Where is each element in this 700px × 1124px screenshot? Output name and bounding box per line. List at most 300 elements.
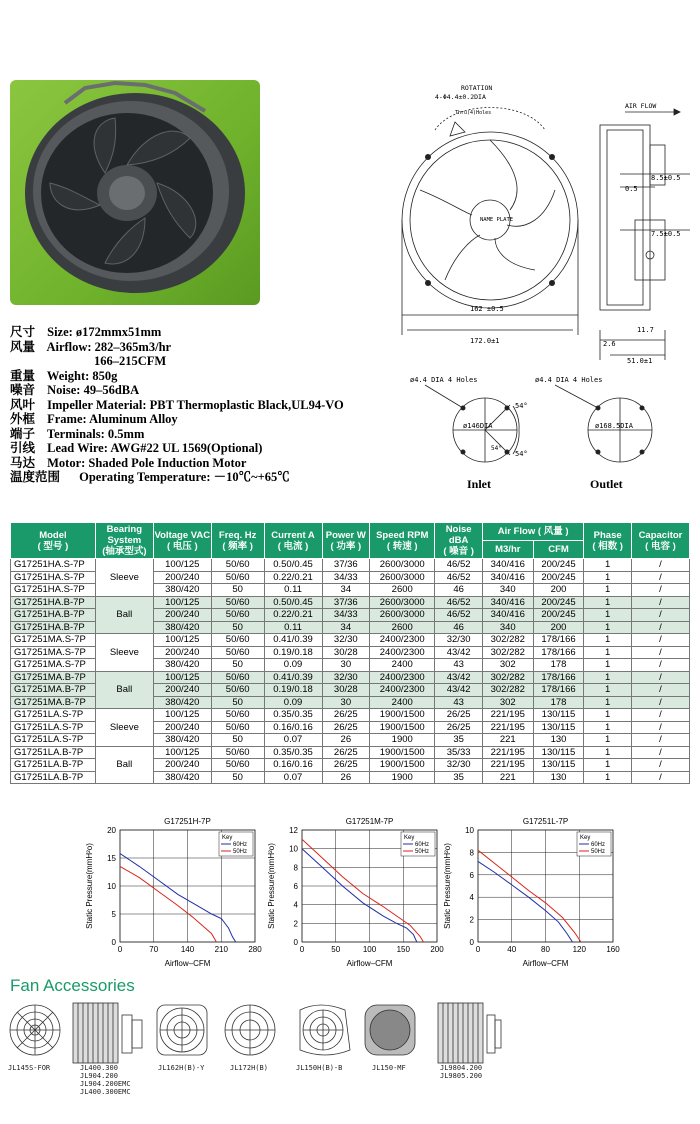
cell-model: G17251MA.B-7P	[11, 696, 96, 709]
spec-cn-label: 风量	[10, 339, 36, 354]
spec-cn-label: 尺寸	[10, 325, 36, 339]
x-tick-label: 80	[541, 945, 550, 954]
y-tick-label: 2	[293, 919, 298, 929]
spec-text: Airflow: 282–365m3/hr	[46, 339, 172, 354]
cell-model: G17251LA.B-7P	[11, 771, 96, 784]
cell-model: G17251MA.S-7P	[11, 646, 96, 659]
cell-power: 26/25	[322, 759, 370, 772]
dim-11-7: 11.7	[637, 326, 654, 334]
x-tick-label: 40	[507, 945, 517, 954]
series-line-50hz	[120, 866, 216, 942]
table-row	[11, 709, 690, 722]
th-cn: ( 电压 )	[167, 540, 198, 552]
rotation-label: ROTATION	[461, 84, 493, 92]
hole-patterns	[395, 370, 700, 500]
cell-speed: 2400/2300	[370, 684, 435, 697]
cell-speed: 2400/2300	[370, 671, 435, 684]
cell-current: 0.16/0.16	[264, 759, 322, 772]
spec-list	[10, 325, 344, 485]
cell-cfm: 178/166	[533, 634, 584, 647]
cell-m3hr: 302/282	[482, 634, 533, 647]
y-tick-label: 6	[293, 882, 298, 891]
fan-photo	[10, 80, 260, 305]
table-row	[11, 559, 690, 572]
cell-capacitor: /	[631, 584, 689, 597]
table-row	[11, 596, 690, 609]
table-body	[11, 559, 690, 784]
cell-power: 26/25	[322, 721, 370, 734]
x-tick-label: 120	[572, 945, 586, 954]
cell-freq: 50	[211, 696, 264, 709]
cell-speed: 2600	[370, 621, 435, 634]
legend-title: Key	[580, 835, 591, 841]
spec-airflow-cfm	[10, 354, 340, 369]
th-speed	[370, 523, 435, 559]
x-tick-label: 0	[117, 945, 123, 954]
accessory-jl400-filter-icon	[73, 1003, 142, 1063]
cell-freq: 50/60	[211, 709, 264, 722]
cell-noise: 46	[435, 621, 483, 634]
cell-capacitor: /	[631, 721, 689, 734]
spec-size	[10, 325, 340, 340]
cell-model: G17251MA.S-7P	[11, 634, 96, 647]
cell-cfm: 130/115	[533, 759, 584, 772]
cell-cfm: 178	[533, 696, 584, 709]
accessory-label-5: JL150H(B)-B	[296, 1064, 343, 1072]
accessories-title: Fan Accessories	[10, 976, 135, 995]
accessory-label-1: JL145S-FOR	[8, 1064, 51, 1072]
chart-title: G17251L-7P	[522, 817, 569, 826]
th-bearing	[95, 523, 153, 559]
chart-g17251h	[80, 812, 270, 977]
cell-power: 34	[322, 584, 370, 597]
thru-holes-label: Thru(4)Holes	[455, 110, 492, 116]
y-tick-label: 4	[469, 893, 474, 903]
cell-phase: 1	[584, 746, 632, 759]
th-cn: ( 功率 )	[330, 540, 362, 552]
spec-motor	[10, 456, 340, 471]
accessory-jl172h-icon	[225, 1005, 275, 1055]
cell-model: G17251HA.S-7P	[11, 571, 96, 584]
y-tick-label: 10	[107, 882, 116, 891]
cell-m3hr: 221	[482, 771, 533, 784]
cell-model: G17251MA.S-7P	[11, 659, 96, 672]
cell-current: 0.41/0.39	[264, 634, 322, 647]
cell-capacitor: /	[631, 634, 689, 647]
cell-speed: 1900	[370, 771, 435, 784]
dim-7-5: 7.5±0.5	[651, 230, 681, 238]
spec-text: Operating Temperature: －10℃~+65℃	[79, 470, 290, 484]
cell-freq: 50/60	[211, 759, 264, 772]
cell-speed: 1900/1500	[370, 709, 435, 722]
cell-capacitor: /	[631, 621, 689, 634]
cell-voltage: 100/125	[153, 634, 211, 647]
y-tick-label: 20	[107, 826, 116, 835]
cell-freq: 50/60	[211, 596, 264, 609]
cell-cfm: 200/245	[533, 596, 584, 609]
spec-text: Noise: 49–56dBA	[47, 383, 140, 397]
cell-cfm: 200/245	[533, 571, 584, 584]
chart-title: G17251H-7P	[164, 817, 211, 826]
spec-cn-label: 噪音	[10, 383, 36, 397]
cell-m3hr: 221/195	[482, 709, 533, 722]
x-tick-label: 210	[214, 945, 228, 954]
cell-power: 26/25	[322, 746, 370, 759]
cell-power: 30/28	[322, 684, 370, 697]
cell-cfm: 178/166	[533, 671, 584, 684]
cell-bearing: Ball	[95, 596, 153, 634]
cell-m3hr: 340/416	[482, 609, 533, 622]
table-row	[11, 634, 690, 647]
table-row	[11, 671, 690, 684]
x-tick-label: 160	[606, 945, 620, 954]
th-capacitor	[631, 523, 689, 559]
fan-illustration	[10, 80, 260, 305]
cell-model: G17251HA.B-7P	[11, 609, 96, 622]
dim-172: 172.0±1	[470, 337, 500, 345]
y-tick-label: 8	[469, 848, 474, 858]
cell-power: 26	[322, 771, 370, 784]
cell-current: 0.50/0.45	[264, 596, 322, 609]
cell-model: G17251LA.B-7P	[11, 759, 96, 772]
outlet-holes-label: ø4.4 DIA 4 Holes	[535, 376, 603, 384]
th-en: Phase	[593, 529, 622, 541]
th-en: Capacitor	[638, 529, 683, 541]
spec-text: Weight: 850g	[46, 368, 118, 383]
cell-freq: 50	[211, 734, 264, 747]
outlet-label: Outlet	[590, 477, 623, 491]
accessory-jl162h-icon	[157, 1005, 207, 1055]
cell-m3hr: 302/282	[482, 684, 533, 697]
spec-terminals	[10, 427, 340, 442]
legend-title: Key	[404, 835, 415, 841]
cell-voltage: 100/125	[153, 559, 211, 572]
y-tick-label: 0	[293, 938, 298, 947]
cell-power: 26/25	[322, 709, 370, 722]
y-tick-label: 10	[289, 844, 298, 854]
cell-capacitor: /	[631, 646, 689, 659]
x-tick-label: 0	[475, 945, 481, 954]
cell-speed: 1900/1500	[370, 759, 435, 772]
accessory-jl145s-for-icon	[10, 1005, 60, 1055]
cell-capacitor: /	[631, 709, 689, 722]
spec-cn-label: 温度范围	[10, 470, 61, 484]
legend-label: 50Hz	[233, 849, 248, 855]
cell-cfm: 130/115	[533, 746, 584, 759]
th-cfm: CFM	[533, 541, 584, 559]
th-airflow: Air Flow ( 风量 )	[482, 523, 583, 541]
cell-power: 30/28	[322, 646, 370, 659]
series-line-50hz	[478, 850, 581, 942]
cell-voltage: 380/420	[153, 584, 211, 597]
cell-noise: 46/52	[435, 571, 483, 584]
cell-freq: 50/60	[211, 646, 264, 659]
cell-model: G17251LA.S-7P	[11, 734, 96, 747]
x-axis-label: Airflow–CFM	[164, 959, 211, 968]
cell-power: 37/36	[322, 596, 370, 609]
cell-freq: 50	[211, 621, 264, 634]
th-cn: (轴承型式)	[102, 546, 147, 557]
cell-power: 37/36	[322, 559, 370, 572]
cell-freq: 50	[211, 659, 264, 672]
y-tick-label: 2	[469, 915, 474, 925]
th-en: Bearing System	[106, 524, 143, 546]
cell-current: 0.09	[264, 659, 322, 672]
cell-current: 0.16/0.16	[264, 721, 322, 734]
cell-phase: 1	[584, 684, 632, 697]
cell-m3hr: 340/416	[482, 571, 533, 584]
cell-noise: 43/42	[435, 671, 483, 684]
y-tick-label: 10	[465, 826, 474, 835]
cell-phase: 1	[584, 659, 632, 672]
cell-voltage: 200/240	[153, 646, 211, 659]
name-plate-label: NAME PLATE	[480, 217, 514, 223]
cell-m3hr: 221	[482, 734, 533, 747]
cell-phase: 1	[584, 596, 632, 609]
cell-voltage: 380/420	[153, 771, 211, 784]
cell-freq: 50	[211, 771, 264, 784]
cell-current: 0.41/0.39	[264, 671, 322, 684]
cell-bearing: Sleeve	[95, 559, 153, 597]
x-tick-label: 140	[180, 945, 195, 954]
cell-bearing: Ball	[95, 746, 153, 784]
cell-phase: 1	[584, 759, 632, 772]
cell-noise: 26/25	[435, 721, 483, 734]
th-en: Current A	[271, 529, 315, 541]
cell-phase: 1	[584, 734, 632, 747]
y-axis-label: Static Pressure(mmH²o)	[267, 843, 276, 929]
cell-phase: 1	[584, 621, 632, 634]
accessory-jl9804-filter-icon	[438, 1003, 501, 1063]
table-row	[11, 746, 690, 759]
spec-cn-label: 重量	[10, 368, 36, 383]
th-voltage	[153, 523, 211, 559]
cell-cfm: 178/166	[533, 684, 584, 697]
cell-cfm: 130	[533, 771, 584, 784]
legend-label: 50Hz	[591, 849, 606, 855]
cell-noise: 43/42	[435, 684, 483, 697]
cell-phase: 1	[584, 584, 632, 597]
cell-capacitor: /	[631, 759, 689, 772]
accessory-jl150h-icon	[300, 1005, 350, 1055]
x-tick-label: 70	[149, 945, 159, 954]
cell-bearing: Ball	[95, 671, 153, 709]
spec-cn-label: 外框	[10, 412, 36, 426]
spec-noise	[10, 383, 340, 398]
cell-power: 34	[322, 621, 370, 634]
cell-voltage: 200/240	[153, 571, 211, 584]
cell-noise: 35/33	[435, 746, 483, 759]
cell-bearing: Sleeve	[95, 634, 153, 672]
cell-model: G17251LA.S-7P	[11, 709, 96, 722]
spec-cn-label: 风叶	[10, 397, 36, 412]
th-en: Model	[39, 529, 67, 541]
cell-freq: 50/60	[211, 721, 264, 734]
cell-phase: 1	[584, 571, 632, 584]
x-tick-label: 50	[331, 945, 341, 954]
cell-capacitor: /	[631, 596, 689, 609]
legend-label: 50Hz	[415, 849, 430, 855]
dimension-drawing	[395, 70, 700, 370]
cell-speed: 2400	[370, 659, 435, 672]
cell-voltage: 380/420	[153, 621, 211, 634]
cell-current: 0.50/0.45	[264, 559, 322, 572]
cell-phase: 1	[584, 559, 632, 572]
cell-m3hr: 302	[482, 696, 533, 709]
cell-model: G17251MA.B-7P	[11, 684, 96, 697]
cell-current: 0.35/0.35	[264, 709, 322, 722]
x-axis-label: Airflow–CFM	[522, 959, 569, 968]
cell-cfm: 178	[533, 659, 584, 672]
cell-cfm: 200	[533, 584, 584, 597]
cell-capacitor: /	[631, 734, 689, 747]
cell-noise: 26/25	[435, 709, 483, 722]
holes-top-label: 4-Φ4.4±0.2DIA	[435, 93, 486, 101]
th-en: Noise dBA	[445, 524, 472, 546]
th-m3hr: M3/hr	[482, 541, 533, 559]
spec-text: Size: ø172mmx51mm	[47, 325, 162, 339]
accessory-label-4: JL172H(B)	[230, 1064, 268, 1072]
cell-noise: 46/52	[435, 559, 483, 572]
legend-label: 60Hz	[591, 842, 606, 848]
x-tick-label: 100	[362, 945, 377, 954]
cell-noise: 35	[435, 771, 483, 784]
x-axis-label: Airflow–CFM	[346, 959, 393, 968]
cell-phase: 1	[584, 696, 632, 709]
cell-capacitor: /	[631, 559, 689, 572]
airflow-direction-label: AIR FLOW	[625, 102, 657, 110]
chart-title: G17251M-7P	[345, 817, 394, 826]
cell-m3hr: 340/416	[482, 559, 533, 572]
chart-g17251m	[262, 812, 452, 977]
cell-m3hr: 340	[482, 621, 533, 634]
y-tick-label: 6	[469, 870, 474, 880]
spec-cn-label: 马达	[10, 455, 36, 470]
y-tick-label: 4	[293, 900, 298, 910]
cell-speed: 2400	[370, 696, 435, 709]
cell-phase: 1	[584, 609, 632, 622]
cell-capacitor: /	[631, 771, 689, 784]
legend-title: Key	[222, 835, 233, 841]
cell-speed: 1900/1500	[370, 721, 435, 734]
cell-current: 0.11	[264, 621, 322, 634]
spec-lead-wire	[10, 441, 340, 456]
inlet-label: Inlet	[467, 477, 491, 491]
cell-voltage: 200/240	[153, 721, 211, 734]
cell-freq: 50	[211, 584, 264, 597]
cell-model: G17251MA.B-7P	[11, 671, 96, 684]
cell-voltage: 200/240	[153, 609, 211, 622]
cell-m3hr: 221/195	[482, 746, 533, 759]
accessory-label-6: JL150-MF	[372, 1064, 406, 1072]
dim-0-5: 0.5	[625, 185, 638, 193]
cell-current: 0.22/0.21	[264, 571, 322, 584]
cell-capacitor: /	[631, 671, 689, 684]
table-header-row	[11, 523, 690, 541]
cell-phase: 1	[584, 646, 632, 659]
spec-text: Lead Wire: AWG#22 UL 1569(Optional)	[47, 441, 263, 455]
spec-text: Motor: Shaded Pole Induction Motor	[47, 455, 247, 470]
th-freq	[211, 523, 264, 559]
cell-current: 0.09	[264, 696, 322, 709]
dim-51: 51.0±1	[627, 357, 653, 365]
cell-current: 0.35/0.35	[264, 746, 322, 759]
th-cn: ( 型号 )	[37, 540, 69, 552]
cell-current: 0.07	[264, 734, 322, 747]
y-axis-label: Static Pressure(mmH²o)	[443, 843, 452, 929]
cell-voltage: 380/420	[153, 734, 211, 747]
cell-speed: 2600/3000	[370, 559, 435, 572]
cell-voltage: 100/125	[153, 596, 211, 609]
th-cn: ( 电流 )	[277, 540, 309, 552]
th-noise	[435, 523, 483, 559]
series-line-60hz	[120, 854, 236, 943]
cell-freq: 50/60	[211, 634, 264, 647]
y-axis-label: Static Pressure(mmH²o)	[85, 843, 94, 929]
th-phase	[584, 523, 632, 559]
inlet-holes-label: ø4.4 DIA 4 Holes	[410, 376, 478, 384]
cell-current: 0.07	[264, 771, 322, 784]
cell-capacitor: /	[631, 609, 689, 622]
cell-speed: 2600/3000	[370, 571, 435, 584]
cell-voltage: 100/125	[153, 709, 211, 722]
cell-capacitor: /	[631, 696, 689, 709]
cell-speed: 2600/3000	[370, 596, 435, 609]
outlet-diameter: ø168.5DIA	[595, 422, 633, 430]
legend-label: 60Hz	[233, 842, 248, 848]
angle-mid: 54°	[491, 445, 502, 452]
cell-current: 0.11	[264, 584, 322, 597]
angle-bottom: 54°	[515, 450, 528, 458]
th-current	[264, 523, 322, 559]
cell-m3hr: 302/282	[482, 646, 533, 659]
spec-cn-label: 端子	[10, 426, 36, 441]
accessory-label-3: JL162H(B)-Y	[158, 1064, 205, 1072]
cell-power: 30	[322, 659, 370, 672]
th-en: Freq. Hz	[218, 529, 257, 541]
cell-model: G17251HA.S-7P	[11, 559, 96, 572]
cell-power: 32/30	[322, 671, 370, 684]
cell-noise: 32/30	[435, 634, 483, 647]
angle-top: 54°	[515, 402, 528, 410]
dim-8-5: 8.5±0.5	[651, 174, 681, 182]
cell-noise: 46/52	[435, 596, 483, 609]
y-tick-label: 0	[469, 938, 474, 947]
cell-m3hr: 302	[482, 659, 533, 672]
cell-cfm: 200/245	[533, 559, 584, 572]
y-tick-label: 15	[107, 854, 116, 863]
spec-table	[10, 522, 690, 784]
y-tick-label: 5	[111, 910, 116, 919]
spec-temperature	[10, 470, 340, 485]
cell-model: G17251LA.B-7P	[11, 746, 96, 759]
cell-freq: 50/60	[211, 559, 264, 572]
cell-current: 0.19/0.18	[264, 646, 322, 659]
th-cn: ( 频率 )	[222, 540, 253, 552]
cell-phase: 1	[584, 771, 632, 784]
accessories-row	[0, 995, 700, 1120]
cell-voltage: 200/240	[153, 684, 211, 697]
y-tick-label: 12	[289, 826, 298, 835]
cell-capacitor: /	[631, 684, 689, 697]
cell-capacitor: /	[631, 571, 689, 584]
cell-speed: 1900	[370, 734, 435, 747]
inlet-diameter: ø146DIA	[463, 422, 493, 430]
x-tick-label: 0	[299, 945, 305, 954]
cell-freq: 50/60	[211, 671, 264, 684]
series-line-60hz	[302, 849, 417, 942]
spec-text: Impeller Material: PBT Thermoplastic Black,UL94-VO	[47, 397, 344, 412]
